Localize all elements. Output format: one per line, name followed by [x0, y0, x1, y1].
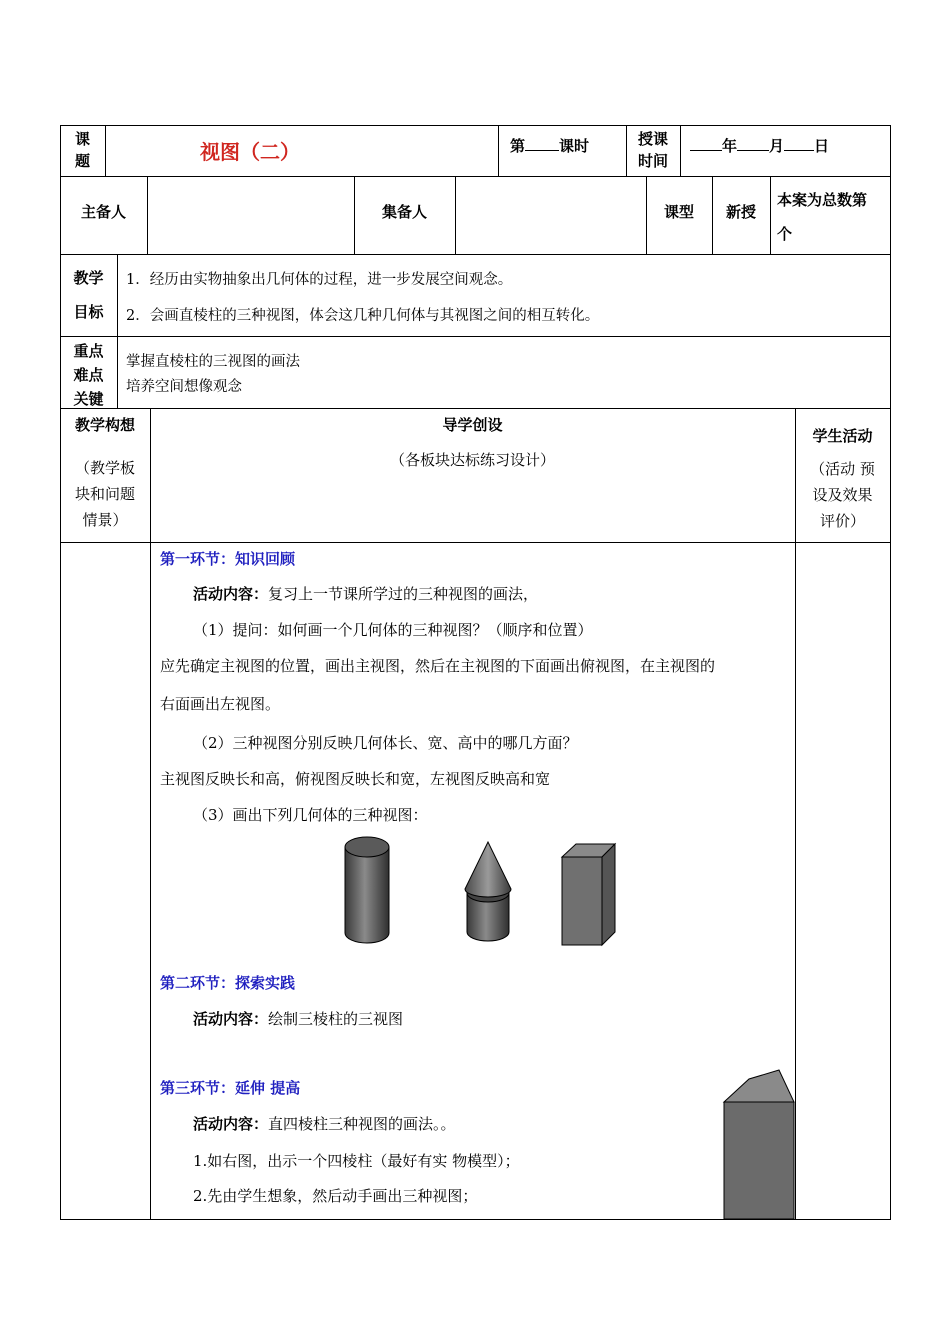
key-point-2: 培养空间想像观念: [126, 379, 242, 395]
col-mid-title: 导学创设: [442, 416, 503, 434]
section-1-activity: 活动内容：复习上一节课所学过的三种视图的画法，: [193, 585, 539, 603]
col-left-sub-1: （教学板: [74, 459, 135, 477]
question-2: （2）三种视图分别反映几何体长、宽、高中的哪几方面？: [193, 734, 578, 752]
label-goals-2: 目标: [73, 303, 104, 321]
answer-1-line-2: 右面画出左视图。: [160, 695, 281, 713]
label-shijian: 时间: [637, 152, 668, 170]
col-right-title: 学生活动: [812, 427, 873, 445]
cylinder-icon: [345, 837, 389, 943]
total-note-line1: 本案为总数第: [777, 191, 868, 209]
total-note-line2: 个: [777, 225, 793, 243]
instruction-2: 2.先由学生想象，然后动手画出三种视图；: [193, 1187, 478, 1205]
section-3-title: 第三环节：延伸 提高: [160, 1079, 301, 1097]
col-right-sub-3: 评价）: [819, 512, 865, 530]
label-key-1: 重点: [73, 342, 104, 360]
label-goals-1: 教学: [73, 269, 104, 287]
col-left-title: 教学构想: [74, 416, 135, 434]
lesson-date: 年 月 日: [690, 135, 829, 156]
label-jibei: 集备人: [381, 203, 427, 221]
prism-icon: [562, 844, 615, 945]
cone-cylinder-icon: [465, 842, 511, 941]
goal-item-2: 2．会画直棱柱的三种视图，体会这几种几何体与其视图之间的相互转化。: [126, 308, 600, 324]
col-right-sub-2: 设及效果: [812, 486, 873, 504]
section-3-activity: 活动内容：直四棱柱三种视图的画法。。: [193, 1115, 456, 1133]
instruction-1: 1.如右图，出示一个四棱柱（最好有实 物模型）；: [193, 1152, 520, 1170]
col-left-sub-2: 块和问题: [74, 485, 135, 503]
label-ti: 题: [74, 152, 90, 170]
col-mid-sub: （各板块达标练习设计）: [389, 451, 555, 469]
quad-prism-figure: [715, 1065, 805, 1221]
page-title: 视图（二）: [200, 140, 300, 164]
answer-2: 主视图反映长和高，俯视图反映长和宽，左视图反映高和宽: [160, 770, 551, 788]
section-2-title: 第二环节：探索实践: [160, 974, 296, 992]
col-left-sub-3: 情景）: [82, 511, 128, 529]
answer-1-line-1: 应先确定主视图的位置，画出主视图，然后在主视图的下面画出俯视图，在主视图的: [160, 657, 716, 675]
label-zhubei: 主备人: [80, 203, 126, 221]
solids-figure: [330, 825, 650, 955]
label-kexing: 课型: [663, 203, 694, 221]
quad-prism-icon: [724, 1070, 794, 1219]
label-shouke: 授课: [637, 130, 668, 148]
lesson-number: 第 课时: [510, 137, 590, 155]
section-2-activity: 活动内容：绘制三棱柱的三视图: [193, 1010, 404, 1028]
section-1-title: 第一环节：知识回顾: [160, 550, 296, 568]
question-3: （3）画出下列几何体的三种视图：: [193, 806, 428, 824]
key-point-1: 掌握直棱柱的三视图的画法: [126, 354, 300, 370]
col-right-sub-1: （活动 预: [810, 460, 875, 478]
value-kexing: 新授: [725, 203, 756, 221]
label-key-2: 难点: [73, 366, 104, 384]
goal-item-1: 1．经历由实物抽象出几何体的过程，进一步发展空间观念。: [126, 272, 513, 288]
label-key-3: 关键: [73, 390, 104, 408]
label-ke: 课: [74, 130, 90, 148]
question-1: （1）提问：如何画一个几何体的三种视图？（顺序和位置）: [193, 621, 593, 639]
